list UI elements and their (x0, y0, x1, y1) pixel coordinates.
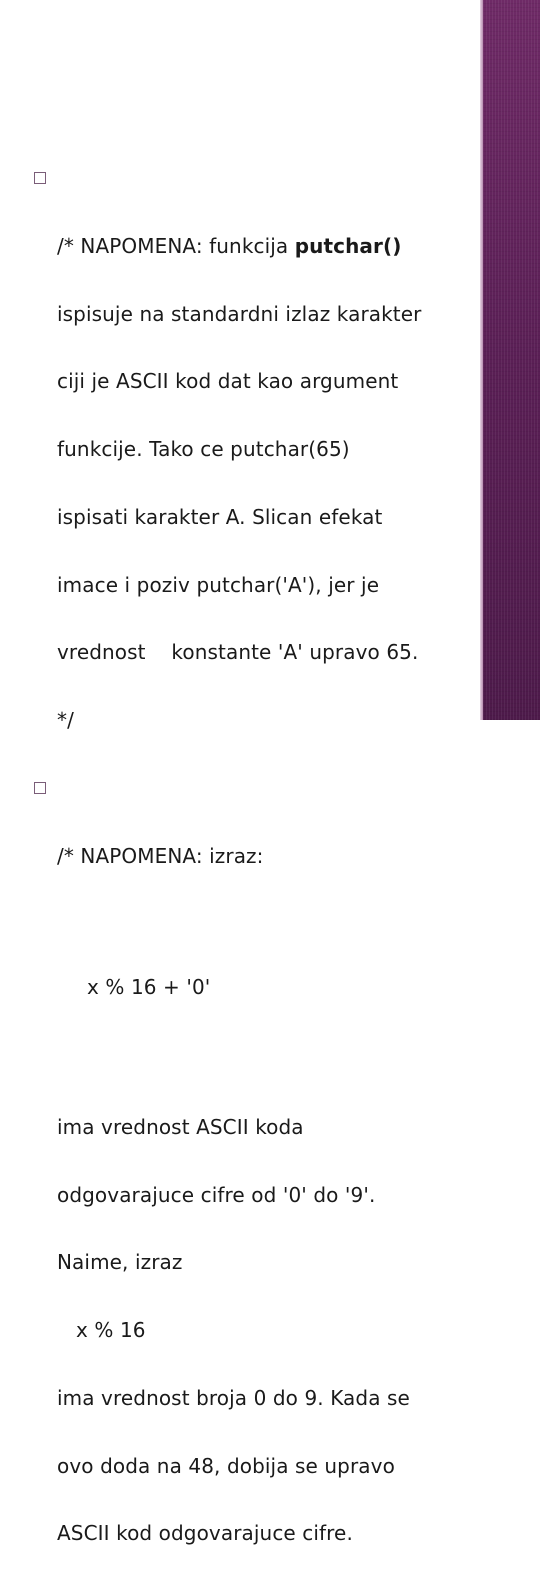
note-line: ispisati karakter A. Slican efekat (57, 504, 383, 529)
note-line: odgovarajuce cifre od '0' do '9'. (57, 1182, 376, 1207)
checkbox-bullet-icon (34, 172, 46, 184)
expression-2: x % 16 (76, 1318, 146, 1343)
note-line: ima vrednost broja 0 do 9. Kada se (57, 1385, 410, 1410)
note-line: */ (57, 708, 74, 733)
expression-1: x % 16 + '0' (87, 974, 211, 999)
note-line: imace i poziv putchar('A'), jer je (57, 572, 380, 597)
note-line: ispisuje na standardni izlaz karakter (57, 301, 422, 326)
note-line: Naime, izraz (57, 1250, 183, 1275)
note-line: ovo doda na 48, dobija se upravo (57, 1453, 395, 1478)
note-line: funkcije. Tako ce putchar(65) (57, 437, 350, 462)
note-line: vrednost konstante 'A' upravo 65. (57, 640, 419, 665)
note-line: ima vrednost ASCII koda (57, 1114, 304, 1139)
putchar-keyword: putchar() (294, 233, 402, 258)
note-izraz-first-line: /* NAPOMENA: izraz: (57, 843, 264, 868)
note-putchar (34, 167, 434, 777)
note-line: ciji je ASCII kod dat kao argument (57, 369, 399, 394)
note-line: ASCII kod odgovarajuce cifre. (57, 1521, 353, 1546)
decorative-sidebar (483, 0, 540, 720)
slide-content (34, 167, 434, 1590)
checkbox-bullet-icon (34, 782, 46, 794)
note-izraz (34, 777, 434, 1590)
note-putchar-first-line: /* NAPOMENA: funkcija putchar() (57, 233, 402, 258)
